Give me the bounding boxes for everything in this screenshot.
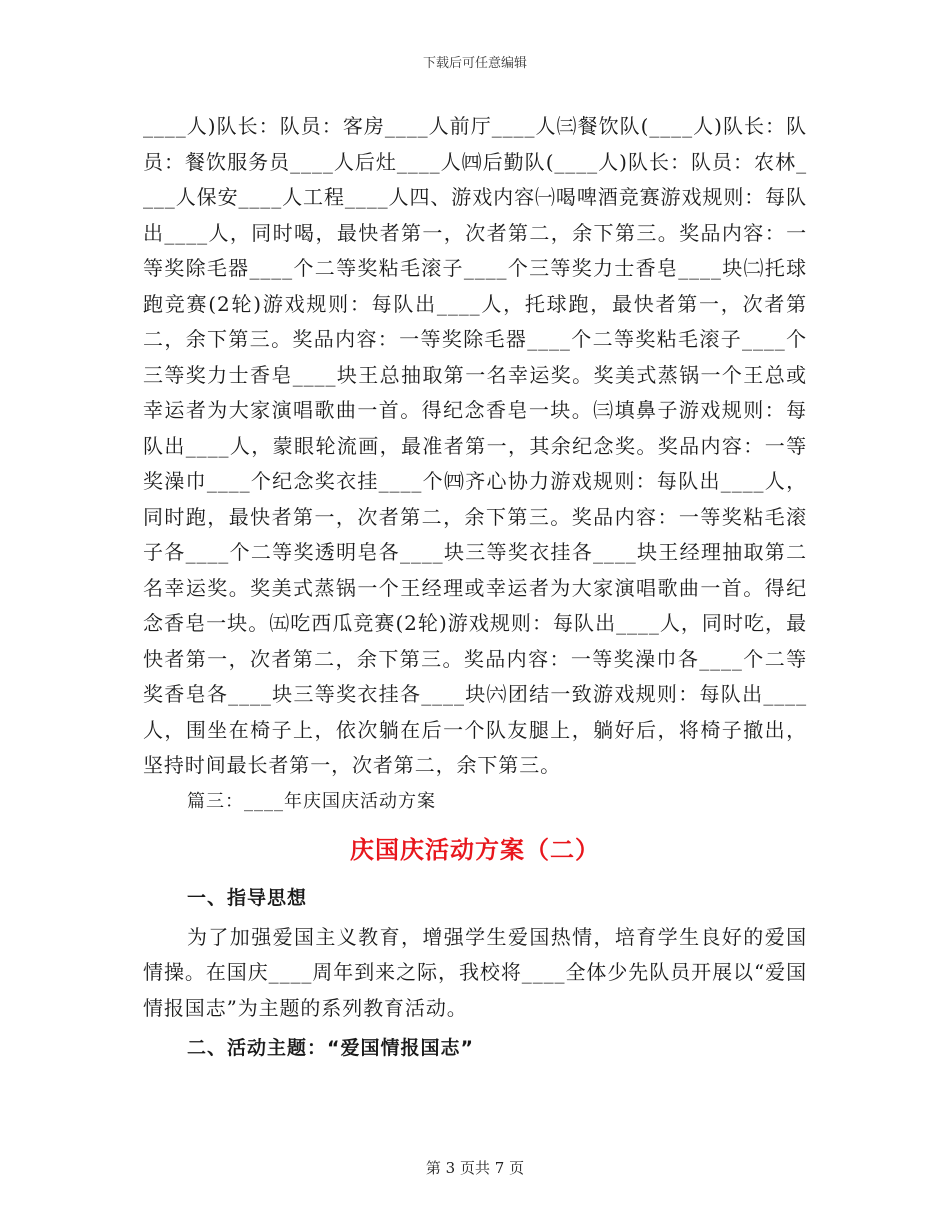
section-label: 篇三：____年庆国庆活动方案 (187, 790, 436, 812)
heading-activity-theme: 二、活动主题：“爱国情报国志” (187, 1037, 474, 1059)
document-body (143, 109, 807, 1070)
heading-guiding-ideology: 一、指导思想 (187, 886, 308, 909)
paragraph-game-rules: ____人)队长：队员：客房____人前厅____人㈢餐饮队(____人)队长：队员：餐饮服务员____人后灶____人㈣后勤队(____人)队长：队员：农林____人保安____人工程____人四、游戏内容㈠喝啤酒竞赛游戏规则：每队出____人，同时喝，最快者第一，次者第二，余下第三。奖品内容：一等奖除毛器____个二等奖粘毛滚子____个三等奖力士香皂____块㈡托球跑竞赛(2轮)游戏规则：每队出____人，托球跑，最快者第一，次者第二，余下第三。奖品内容：一等奖除毛器____个二等奖粘毛滚子____个三等奖力士香皂____块王总抽取第一名幸运奖。奖美式蒸锅一个王总或幸运者为大家演唱歌曲一首。得纪念香皂一块。㈢填鼻子游戏规则：每队出____人，蒙眼轮流画，最准者第一，其余纪念奖。奖品内容：一等奖澡巾____个纪念奖衣挂____个㈣齐心协力游戏规则：每队出____人，同时跑，最快者第一，次者第二，余下第三。奖品内容：一等奖粘毛滚子各____个二等奖透明皂各____块三等奖衣挂各____块王经理抽取第二名幸运奖。奖美式蒸锅一个王经理或幸运者为大家演唱歌曲一首。得纪念香皂一块。㈤吃西瓜竞赛(2轮)游戏规则：每队出____人，同时吃，最快者第一，次者第二，余下第三。奖品内容：一等奖澡巾各____个二等奖香皂各____块三等奖衣挂各____块㈥团结一致游戏规则：每队出____人，围坐在椅子上，依次躺在后一个队友腿上，躺好后，将椅子撤出，坚持时间最长者第一，次者第二，余下第三。 (143, 114, 807, 777)
page-header: 下载后可任意编辑 (422, 56, 527, 71)
page-footer: 第 3 页共 7 页 (425, 1159, 525, 1177)
paragraph-guiding-ideology: 为了加强爱国主义教育，增强学生爱国热情，培育学生良好的爱国情操。在国庆____周年到来之际，我校将____全体少先队员开展以“爱国情报国志”为主题的系列教育活动。 (143, 924, 807, 1020)
document-title: 庆国庆活动方案（二） (350, 835, 600, 864)
